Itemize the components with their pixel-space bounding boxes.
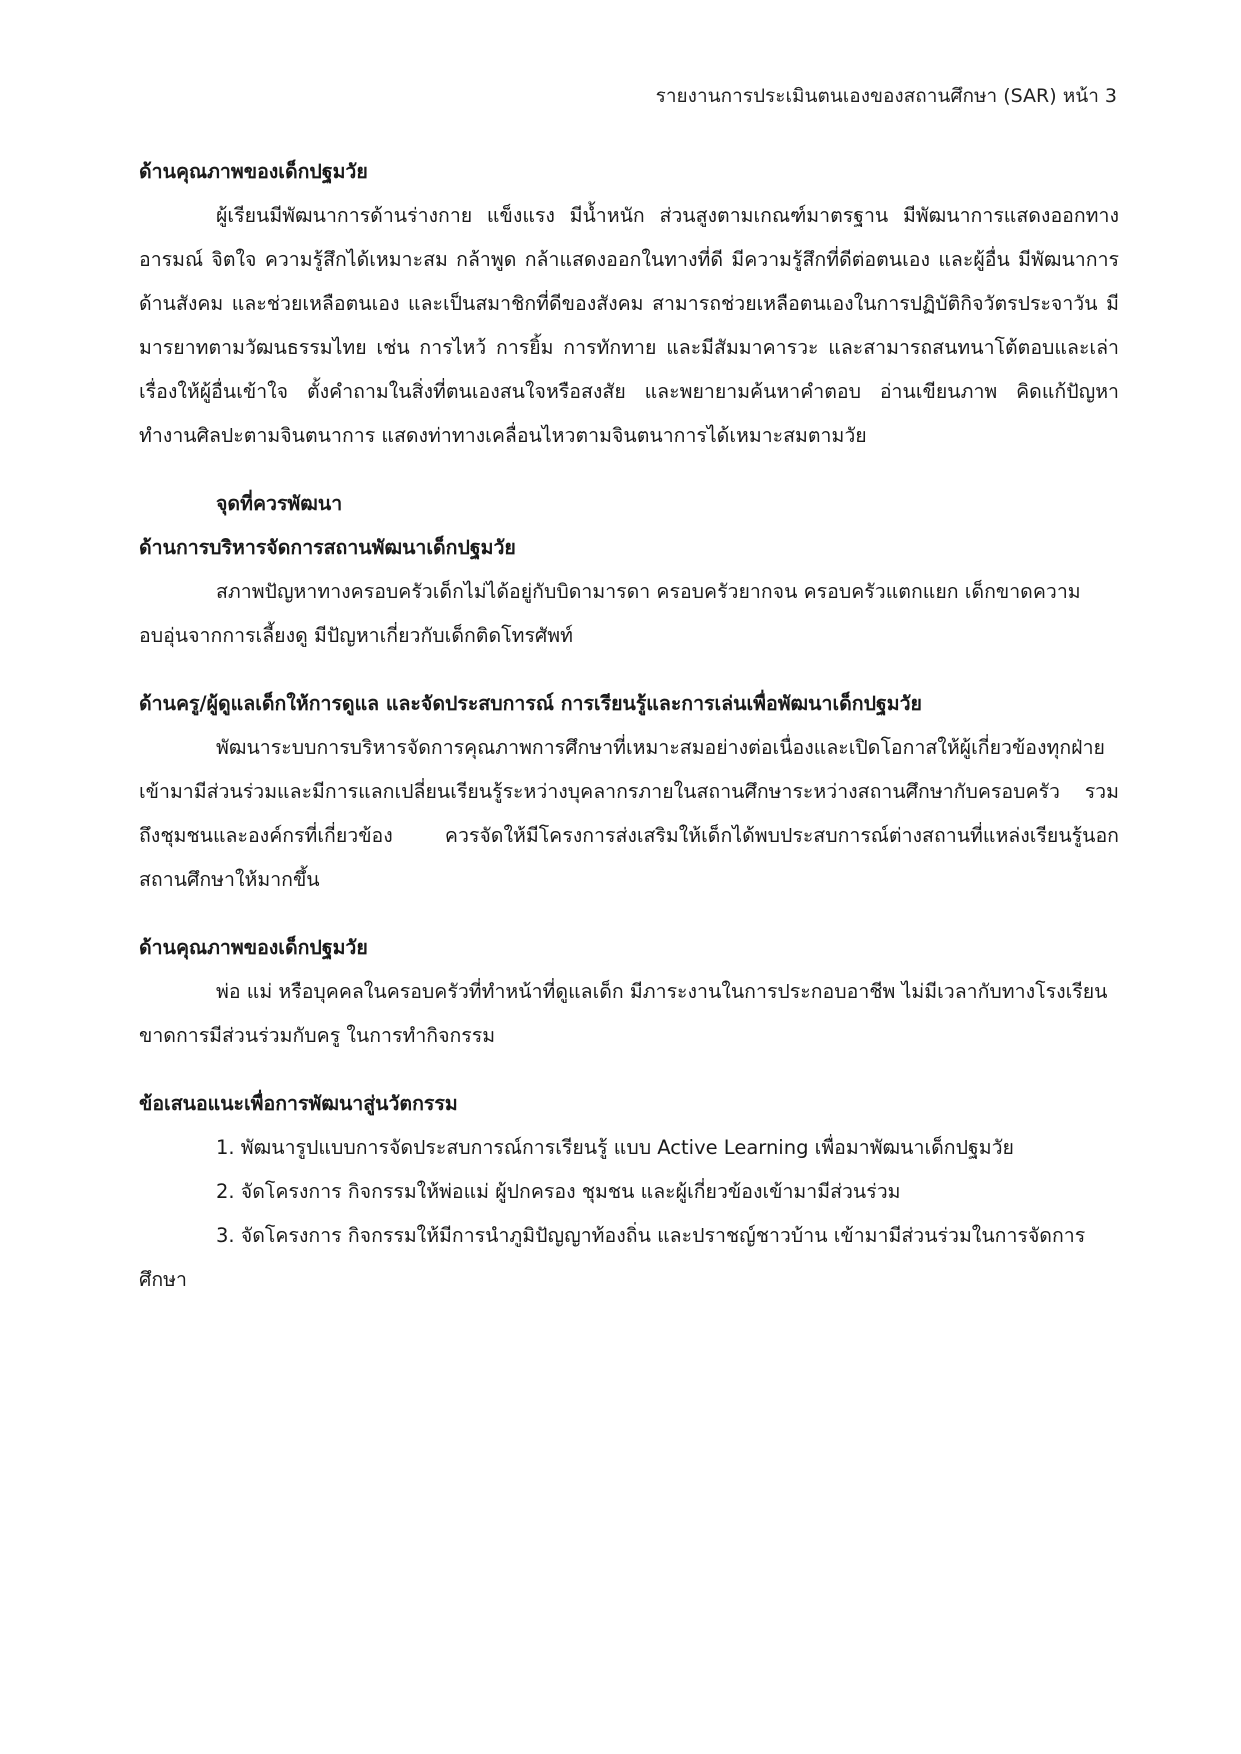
list-item: 2. จัดโครงการ กิจกรรมให้พ่อแม่ ผู้ปกครอง ชุมชน และผู้เกี่ยวข้องเข้ามามีส่วนร่วม <box>216 1180 901 1203</box>
spacer <box>139 902 1119 926</box>
section-heading-management: ด้านการบริหารจัดการสถานพัฒนาเด็กปฐมวัย <box>139 536 516 559</box>
list-item: 3. จัดโครงการ กิจกรรมให้มีการนำภูมิปัญญาท้องถิ่น และปราชญ์ชาวบ้าน เข้ามามีส่วนร่วมในการจัดการศึกษา <box>139 1224 1086 1291</box>
section-heading-recommendations: ข้อเสนอแนะเพื่อการพัฒนาสู่นวัตกรรม <box>139 1092 458 1115</box>
running-header: รายงานการประเมินตนเองของสถานศึกษา (SAR) หน้า 3 <box>655 85 1117 107</box>
paragraph-child-quality: ผู้เรียนมีพัฒนาการด้านร่างกาย แข็งแรง มีน้ำหนัก ส่วนสูงตามเกณฑ์มาตรฐาน มีพัฒนาการแสดงออกทางอารมณ์ จิตใจ ความรู้สึกได้เหมาะสม กล้าพูด กล้าแสดงออกในทางที่ดี มีความรู้สึกที่ดีต่อตนเอง และผู้อื่น มีพัฒนาการด้านสังคม และช่วยเหลือตนเอง และเป็นสมาชิกที่ดีของสังคม สามารถช่วยเหลือตนเองในการปฏิบัติกิจวัตรประจาวัน มีมารยาทตามวัฒนธรรมไทย เช่น การไหว้ การยิ้ม การทักทาย และมีสัมมาคารวะ และสามารถสนทนาโต้ตอบและเล่าเรื่องให้ผู้อื่นเข้าใจ ตั้งคำถามในสิ่งที่ตนเองสนใจหรือสงสัย และพยายามค้นหาคำตอบ อ่านเขียนภาพ คิดแก้ปัญหา ทำงานศิลปะตามจินตนาการ แสดงท่าทางเคลื่อนไหวตามจินตนาการได้เหมาะสมตามวัย <box>139 204 1119 447</box>
paragraph-child-quality-2: พ่อ แม่ หรือบุคคลในครอบครัวที่ทำหน้าที่ดูแลเด็ก มีภาระงานในการประกอบอาชีพ ไม่มีเวลากับทางโรงเรียน ขาดการมีส่วนร่วมกับครู ในการทำกิจกรรม <box>139 980 1108 1047</box>
paragraph-management: สภาพปัญหาทางครอบครัวเด็กไม่ได้อยู่กับบิดามารดา ครอบครัวยากจน ครอบครัวแตกแยก เด็กขาดความอบอุ่นจากการเลี้ยงดู มีปัญหาเกี่ยวกับเด็กติดโทรศัพท์ <box>139 580 1081 647</box>
spacer <box>139 1058 1119 1082</box>
recommendation-list <box>139 1126 1119 1302</box>
section-heading-child-quality-2: ด้านคุณภาพของเด็กปฐมวัย <box>139 936 368 959</box>
spacer <box>139 658 1119 682</box>
paragraph-teachers: พัฒนาระบบการบริหารจัดการคุณภาพการศึกษาที่เหมาะสมอย่างต่อเนื่องและเปิดโอกาสให้ผู้เกี่ยวข้องทุกฝ่ายเข้ามามีส่วนร่วมและมีการแลกเปลี่ยนเรียนรู้ระหว่างบุคลากรภายในสถานศึกษาระหว่างสถานศึกษากับครอบครัว รวมถึงชุมชนและองค์กรที่เกี่ยวข้อง ควรจัดให้มีโครงการส่งเสริมให้เด็กได้พบประสบการณ์ต่างสถานที่แหล่งเรียนรู้นอกสถานศึกษาให้มากขึ้น <box>139 736 1119 891</box>
improvement-heading: จุดที่ควรพัฒนา <box>216 492 343 515</box>
spacer <box>139 458 1119 482</box>
section-heading-teachers: ด้านครู/ผู้ดูแลเด็กให้การดูแล และจัดประสบการณ์ การเรียนรู้และการเล่นเพื่อพัฒนาเด็กปฐมวัย <box>139 692 922 715</box>
document-body <box>139 150 1119 1302</box>
section-heading-child-quality: ด้านคุณภาพของเด็กปฐมวัย <box>139 160 368 183</box>
list-item: 1. พัฒนารูปแบบการจัดประสบการณ์การเรียนรู้ แบบ Active Learning เพื่อมาพัฒนาเด็กปฐมวัย <box>216 1136 1014 1159</box>
